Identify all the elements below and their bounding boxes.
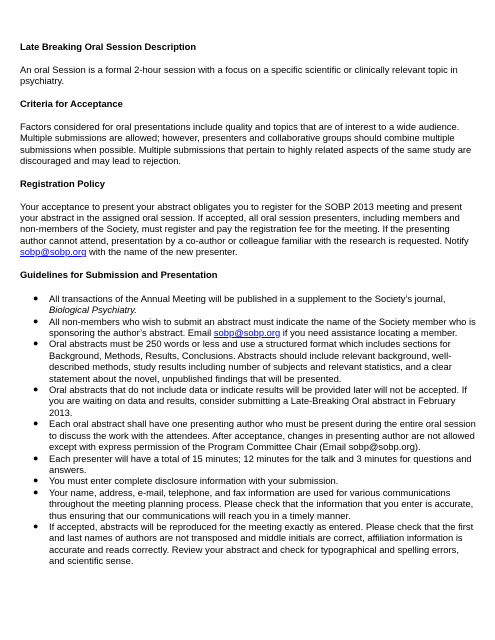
bullet-icon: ● xyxy=(33,384,39,395)
bullet-icon: ● xyxy=(33,520,39,531)
guideline-text: Each presenter will have a total of 15 minutes; 12 minutes for the talk and 3 minutes for questions and answers. xyxy=(49,452,472,475)
guideline-text: Each oral abstract shall have one presenting author who must be present during the entire oral session to discuss the work with the attendees. After acceptance, changes in presenting author are not allowed except with express permission of the Program Committee Chair (Email sobp@sobp.org). xyxy=(49,418,476,453)
bullet-icon: ● xyxy=(33,486,39,497)
description-body: An oral Session is a formal 2-hour session with a focus on a specific scientific or clinically relevant topic in psychiatry. xyxy=(20,63,458,87)
list-item xyxy=(20,487,477,521)
registration-email-link[interactable]: sobp@sobp.org xyxy=(20,246,87,258)
guideline-text: You must enter complete disclosure information with your submission. xyxy=(49,475,339,487)
guideline-text: If accepted, abstracts will be reproduced for the meeting exactly as entered. Please check that the first and last names of authors are not transposed and middle initials are correct, affiliation information is accurate and reads correctly. Review your abstract and check for typographical and spelling errors, and scientific sense. xyxy=(49,520,474,567)
guidelines-list xyxy=(20,293,477,567)
criteria-body: Factors considered for oral presentations include quality and topics that are of interest to a wide audience. Multiple submissions are allowed; however, presenters and collaborative groups should combine multiple submissions when possible. Multiple submissions that pertain to highly related aspects of the same study are discouraged and may lead to rejection. xyxy=(20,120,472,167)
guideline-text: All transactions of the Annual Meeting will be published in a supplement to the Society’s journal, xyxy=(49,292,446,304)
bullet-icon: ● xyxy=(33,418,39,429)
list-item xyxy=(20,521,477,567)
guideline-text: Your name, address, e-mail, telephone, and fax information are used for various communications throughout the meeting planning process. Please check that the information that you enter is accurate, thus ensuring that our communications will reach you in a timely manner. xyxy=(49,486,474,521)
registration-text-2: with the name of the new presenter. xyxy=(86,246,238,258)
list-item xyxy=(20,293,477,316)
guideline-text: Oral abstracts that do not include data or indicate results will be provided later will not be accepted. If you are waiting on data and results, consider submitting a Late-Breaking Oral abstract in February 2013. xyxy=(49,384,467,418)
registration-text-1: Your acceptance to present your abstract obligates you to register for the SOBP 2013 meeting and present your abstract in the assigned oral session. If accepted, all oral session presenters, including members and non-members of the Society, must register and pay the registration fee for the meeting. If the presenting author cannot attend, presentation by a co-author or colleague familiar with the research is requested. Notify xyxy=(20,200,469,246)
list-item xyxy=(20,418,477,452)
bullet-icon: ● xyxy=(33,475,39,486)
guideline-text: Oral abstracts must be 250 words or less and use a structured format which includes sections for Background, Methods, Results, Conclusions. Abstracts should include relevant background, well-described methods, study results including number of subjects and relevant statistics, and a clear statement about the novel, unpublished findings that will be presented. xyxy=(49,338,452,384)
list-item xyxy=(20,384,477,418)
bullet-icon: ● xyxy=(33,452,39,463)
list-item xyxy=(20,316,477,339)
guideline-email-link[interactable]: sobp@sobp.org xyxy=(213,327,281,339)
list-item xyxy=(20,338,477,384)
guidelines-heading: Guidelines for Submission and Presentation xyxy=(20,269,218,281)
bullet-icon: ● xyxy=(33,292,39,303)
bullet-icon: ● xyxy=(33,338,39,349)
journal-name: Biological Psychiatry. xyxy=(49,304,137,316)
list-item xyxy=(20,475,477,486)
registration-heading: Registration Policy xyxy=(20,177,105,189)
guideline-text: All non-members who wish to submit an abstract must indicate the name of the Society member who is sponsoring the author’s abstract. Email xyxy=(49,315,476,339)
guideline-text: if you need assistance locating a member. xyxy=(280,327,458,339)
registration-body xyxy=(20,201,477,258)
description-heading: Late Breaking Oral Session Description xyxy=(20,41,197,52)
criteria-heading: Criteria for Acceptance xyxy=(20,98,123,109)
list-item xyxy=(20,453,477,476)
bullet-icon: ● xyxy=(33,315,39,326)
